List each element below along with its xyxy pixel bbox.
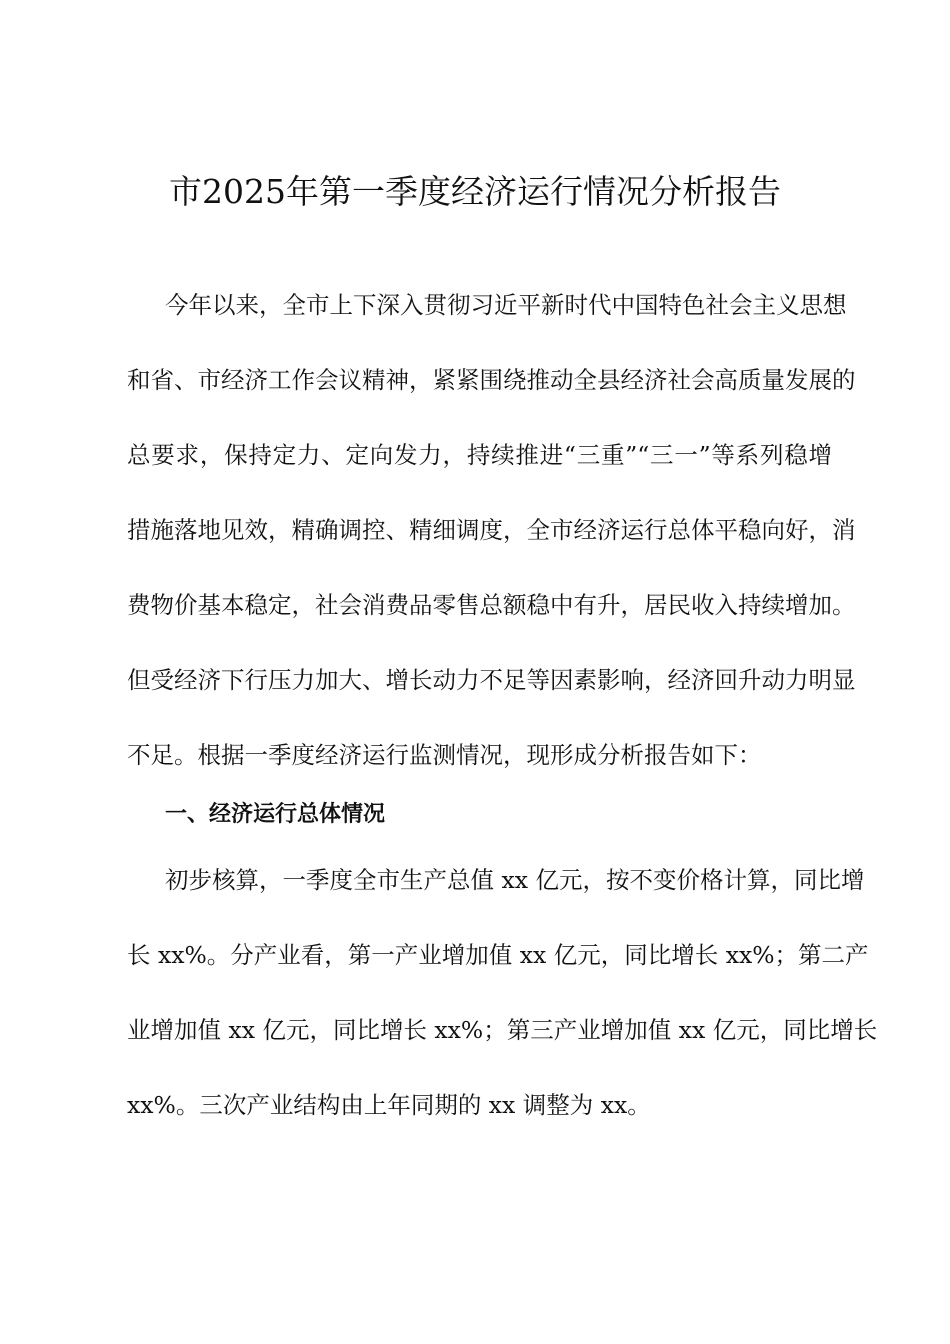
document-title: 市2025年第一季度经济运行情况分析报告 bbox=[169, 172, 781, 211]
paragraph-line: 长 xx%。分产业看，第一产业增加值 xx 亿元，同比增长 xx%；第二产 bbox=[127, 941, 869, 969]
paragraph-line: 措施落地见效，精确调控、精细调度，全市经济运行总体平稳向好，消 bbox=[127, 516, 856, 544]
paragraph-line: 业增加值 xx 亿元，同比增长 xx%；第三产业增加值 xx 亿元，同比增长 bbox=[127, 1016, 878, 1044]
paragraph-line: 今年以来，全市上下深入贯彻习近平新时代中国特色社会主义思想 bbox=[165, 291, 847, 319]
paragraph-line: 初步核算，一季度全市生产总值 xx 亿元，按不变价格计算，同比增 bbox=[165, 866, 865, 894]
paragraph-line: 和省、市经济工作会议精神，紧紧围绕推动全县经济社会高质量发展的 bbox=[127, 366, 856, 394]
paragraph-line: 不足。根据一季度经济运行监测情况，现形成分析报告如下： bbox=[127, 741, 762, 769]
paragraph-line: 但受经济下行压力加大、增长动力不足等因素影响，经济回升动力明显 bbox=[127, 666, 856, 694]
paragraph-line: 总要求，保持定力、定向发力，持续推进“三重”“三一”等系列稳增 bbox=[127, 441, 832, 469]
paragraph-line: 费物价基本稳定，社会消费品零售总额稳中有升，居民收入持续增加。 bbox=[127, 591, 856, 619]
section-heading: 一、经济运行总体情况 bbox=[165, 802, 386, 827]
paragraph-line: xx%。三次产业结构由上年同期的 xx 调整为 xx。 bbox=[127, 1091, 651, 1119]
